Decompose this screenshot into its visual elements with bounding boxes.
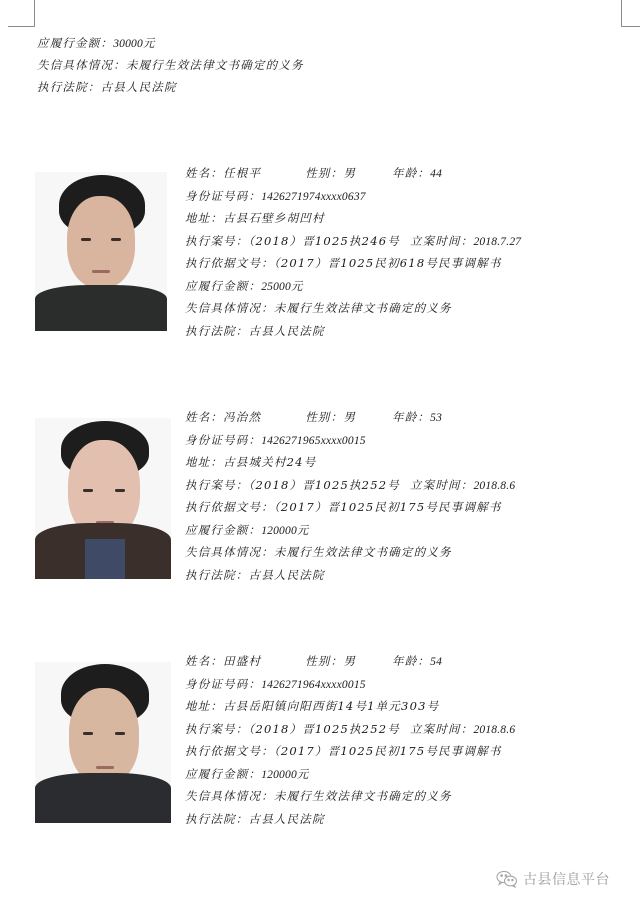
amount-due-value: 25000元	[261, 280, 303, 293]
amount-due-value: 120000元	[261, 524, 309, 537]
filing-date-label: 立案时间：	[409, 477, 474, 492]
dishonesty-details-value: 未履行生效法律文书确定的义务	[273, 545, 452, 559]
person-photo	[35, 172, 167, 331]
name-row	[185, 650, 515, 673]
basis-number-value: （2017）晋1025民初618号民事调解书	[273, 256, 502, 270]
person-info	[185, 162, 521, 342]
id-number-value: 1426271974xxxx0637	[261, 190, 366, 203]
basis-number-row	[185, 496, 515, 519]
amount-due-value: 120000元	[261, 768, 309, 781]
address-row	[185, 451, 515, 474]
basis-number-value: （2017）晋1025民初175号民事调解书	[273, 744, 502, 758]
address-row	[185, 695, 515, 718]
basis-number-label: 执行依据文号：	[185, 500, 274, 514]
dishonesty-details-row	[185, 785, 515, 808]
executing-court-row	[185, 320, 521, 343]
person-info	[185, 406, 515, 586]
id-number-row	[185, 429, 515, 452]
filing-date-value: 2018.8.6	[473, 479, 516, 492]
dishonesty-details-label: 失信具体情况：	[185, 301, 274, 315]
gender-label: 性别：	[305, 166, 344, 180]
gender-value: 男	[343, 166, 357, 180]
executing-court-row	[185, 564, 515, 587]
dishonesty-details-label: 失信具体情况：	[185, 789, 274, 803]
person-photo	[35, 662, 171, 823]
id-number-label: 身份证号码：	[185, 676, 262, 691]
dishonesty-details-row	[185, 297, 521, 320]
person-photo	[35, 418, 171, 579]
amount-due-label: 应履行金额：	[185, 522, 262, 537]
id-number-row	[185, 185, 521, 208]
age-label: 年龄：	[392, 410, 431, 424]
case-number-row	[185, 474, 515, 497]
executing-court-value: 古县人民法院	[248, 811, 325, 826]
name-label: 姓名：	[185, 166, 224, 180]
gender-label: 性别：	[305, 654, 344, 668]
basis-number-row	[185, 252, 521, 275]
basis-number-row	[185, 740, 515, 763]
executing-court-value: 古县人民法院	[100, 80, 177, 94]
case-number-label: 执行案号：	[185, 721, 249, 736]
amount-due-value: 30000元	[113, 38, 155, 50]
id-number-row	[185, 673, 515, 696]
page-corner-mark-top-right	[621, 0, 640, 27]
case-number-row	[185, 718, 515, 741]
amount-due-row	[185, 763, 515, 786]
dishonesty-details-row	[185, 541, 515, 564]
age-label: 年龄：	[392, 166, 431, 180]
executing-court-value: 古县人民法院	[248, 323, 325, 338]
gender-value: 男	[343, 654, 357, 668]
id-number-label: 身份证号码：	[185, 188, 262, 203]
dishonesty-details-value: 未履行生效法律文书确定的义务	[273, 789, 452, 803]
executing-court-label: 执行法院：	[185, 567, 249, 582]
id-number-label: 身份证号码：	[185, 432, 262, 447]
address-value: 古县岳阳镇向阳西街14号1单元303号	[223, 699, 440, 713]
name-row	[185, 406, 515, 429]
executing-court-label: 执行法院：	[185, 323, 249, 338]
gender-value: 男	[343, 410, 357, 424]
executing-court-row	[37, 76, 304, 98]
id-number-value: 1426271965xxxx0015	[261, 434, 366, 447]
amount-due-row	[37, 32, 304, 54]
address-value: 古县石壁乡胡凹村	[223, 211, 325, 225]
dishonesty-details-row	[37, 54, 304, 76]
wechat-icon	[496, 870, 518, 888]
address-label: 地址：	[185, 455, 224, 469]
amount-due-label: 应履行金额：	[185, 278, 262, 293]
dishonesty-details-value: 未履行生效法律文书确定的义务	[273, 301, 452, 315]
previous-entry-tail	[37, 32, 304, 98]
filing-date-value: 2018.7.27	[473, 235, 522, 248]
name-value: 任根平	[223, 166, 262, 180]
executing-court-label: 执行法院：	[185, 811, 249, 826]
age-label: 年龄：	[392, 654, 431, 668]
page-corner-mark-top-left	[8, 0, 35, 27]
case-number-value: （2018）晋1025执252号	[248, 721, 400, 736]
basis-number-value: （2017）晋1025民初175号民事调解书	[273, 500, 502, 514]
name-row	[185, 162, 521, 185]
basis-number-label: 执行依据文号：	[185, 256, 274, 270]
case-number-value: （2018）晋1025执246号	[248, 233, 400, 248]
dishonesty-details-value: 未履行生效法律文书确定的义务	[125, 58, 304, 72]
filing-date-value: 2018.8.6	[473, 723, 516, 736]
filing-date-label: 立案时间：	[409, 233, 474, 248]
executing-court-label: 执行法院：	[37, 80, 101, 94]
case-number-value: （2018）晋1025执252号	[248, 477, 400, 492]
amount-due-row	[185, 275, 521, 298]
age-value: 53	[430, 412, 443, 424]
name-value: 田盛村	[223, 654, 262, 668]
case-number-label: 执行案号：	[185, 477, 249, 492]
case-number-label: 执行案号：	[185, 233, 249, 248]
gender-label: 性别：	[305, 410, 344, 424]
address-label: 地址：	[185, 699, 224, 713]
filing-date-label: 立案时间：	[409, 721, 474, 736]
basis-number-label: 执行依据文号：	[185, 744, 274, 758]
name-label: 姓名：	[185, 654, 224, 668]
name-value: 冯治然	[223, 410, 262, 424]
executing-court-value: 古县人民法院	[248, 567, 325, 582]
dishonesty-details-label: 失信具体情况：	[37, 58, 126, 72]
watermark	[496, 869, 610, 889]
age-value: 44	[430, 168, 443, 180]
amount-due-label: 应履行金额：	[37, 36, 114, 50]
address-label: 地址：	[185, 211, 224, 225]
amount-due-row	[185, 519, 515, 542]
id-number-value: 1426271964xxxx0015	[261, 678, 366, 691]
address-row	[185, 207, 521, 230]
age-value: 54	[430, 656, 443, 668]
name-label: 姓名：	[185, 410, 224, 424]
watermark-text: 古县信息平台	[523, 872, 610, 888]
amount-due-label: 应履行金额：	[185, 766, 262, 781]
address-value: 古县城关村24号	[223, 455, 317, 469]
executing-court-row	[185, 808, 515, 831]
person-info	[185, 650, 515, 830]
dishonesty-details-label: 失信具体情况：	[185, 545, 274, 559]
case-number-row	[185, 230, 521, 253]
